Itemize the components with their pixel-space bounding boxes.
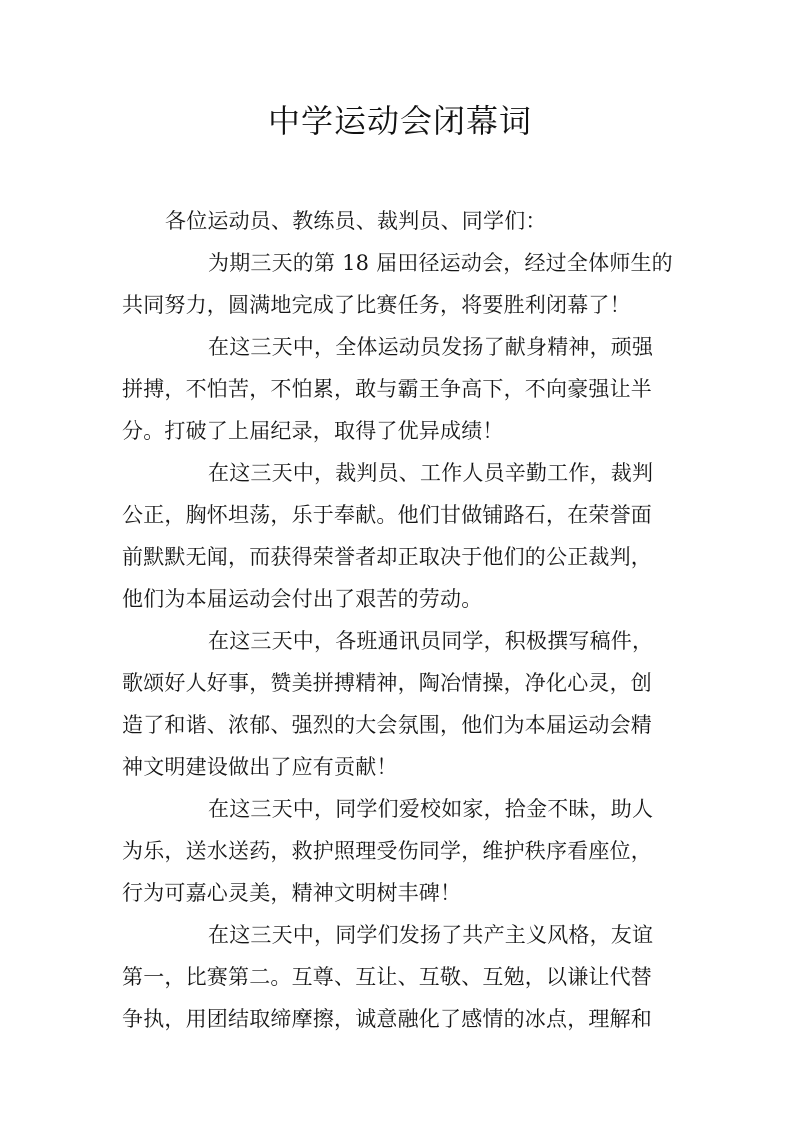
paragraph-4-line-4: 神文明建设做出了应有贡献！ (122, 755, 398, 779)
paragraph-1-line-1: 为期三天的第 18 届田径运动会，经过全体师生的 (208, 251, 673, 275)
paragraph-2-line-2: 拼搏，不怕苦，不怕累，敢与霸王争高下，不向豪强让半 (122, 377, 652, 401)
paragraph-4-line-2: 歌颂好人好事，赞美拼搏精神，陶冶情操，净化心灵，创 (122, 671, 652, 695)
paragraph-3-line-1: 在这三天中，裁判员、工作人员辛勤工作，裁判 (208, 461, 654, 485)
paragraph-4-line-3: 造了和谐、浓郁、强烈的大会氛围，他们为本届运动会精 (122, 713, 652, 737)
paragraph-6-line-1: 在这三天中，同学们发扬了共产主义风格，友谊 (208, 923, 654, 947)
document-title: 中学运动会闭幕词 (267, 102, 532, 140)
paragraph-3-line-2: 公正，胸怀坦荡，乐于奉献。他们甘做铺路石，在荣誉面 (122, 503, 652, 527)
paragraph-3-line-3: 前默默无闻，而获得荣誉者却正取决于他们的公正裁判， (122, 545, 652, 569)
paragraph-5-line-3: 行为可嘉心灵美，精神文明树丰碑！ (122, 881, 462, 905)
paragraph-1-line-2: 共同努力，圆满地完成了比赛任务，将要胜利闭幕了！ (122, 293, 631, 317)
paragraph-4-line-1: 在这三天中，各班通讯员同学，积极撰写稿件， (208, 629, 654, 653)
paragraph-2-line-1: 在这三天中，全体运动员发扬了献身精神，顽强 (208, 335, 654, 359)
salutation: 各位运动员、教练员、裁判员、同学们： (165, 209, 547, 233)
paragraph-2-line-3: 分。打破了上届纪录，取得了优异成绩！ (122, 419, 504, 443)
paragraph-5-line-1: 在这三天中，同学们爱校如家，拾金不昧，助人 (208, 797, 654, 821)
paragraph-5-line-2: 为乐，送水送药，救护照理受伤同学，维护秩序看座位， (122, 839, 652, 863)
paragraph-6-line-3: 争执，用团结取缔摩擦，诚意融化了感情的冰点，理解和 (122, 1007, 652, 1031)
paragraph-6-line-2: 第一，比赛第二。互尊、互让、互敬、互勉，以谦让代替 (122, 965, 652, 989)
paragraph-3-line-4: 他们为本届运动会付出了艰苦的劳动。 (122, 587, 483, 611)
